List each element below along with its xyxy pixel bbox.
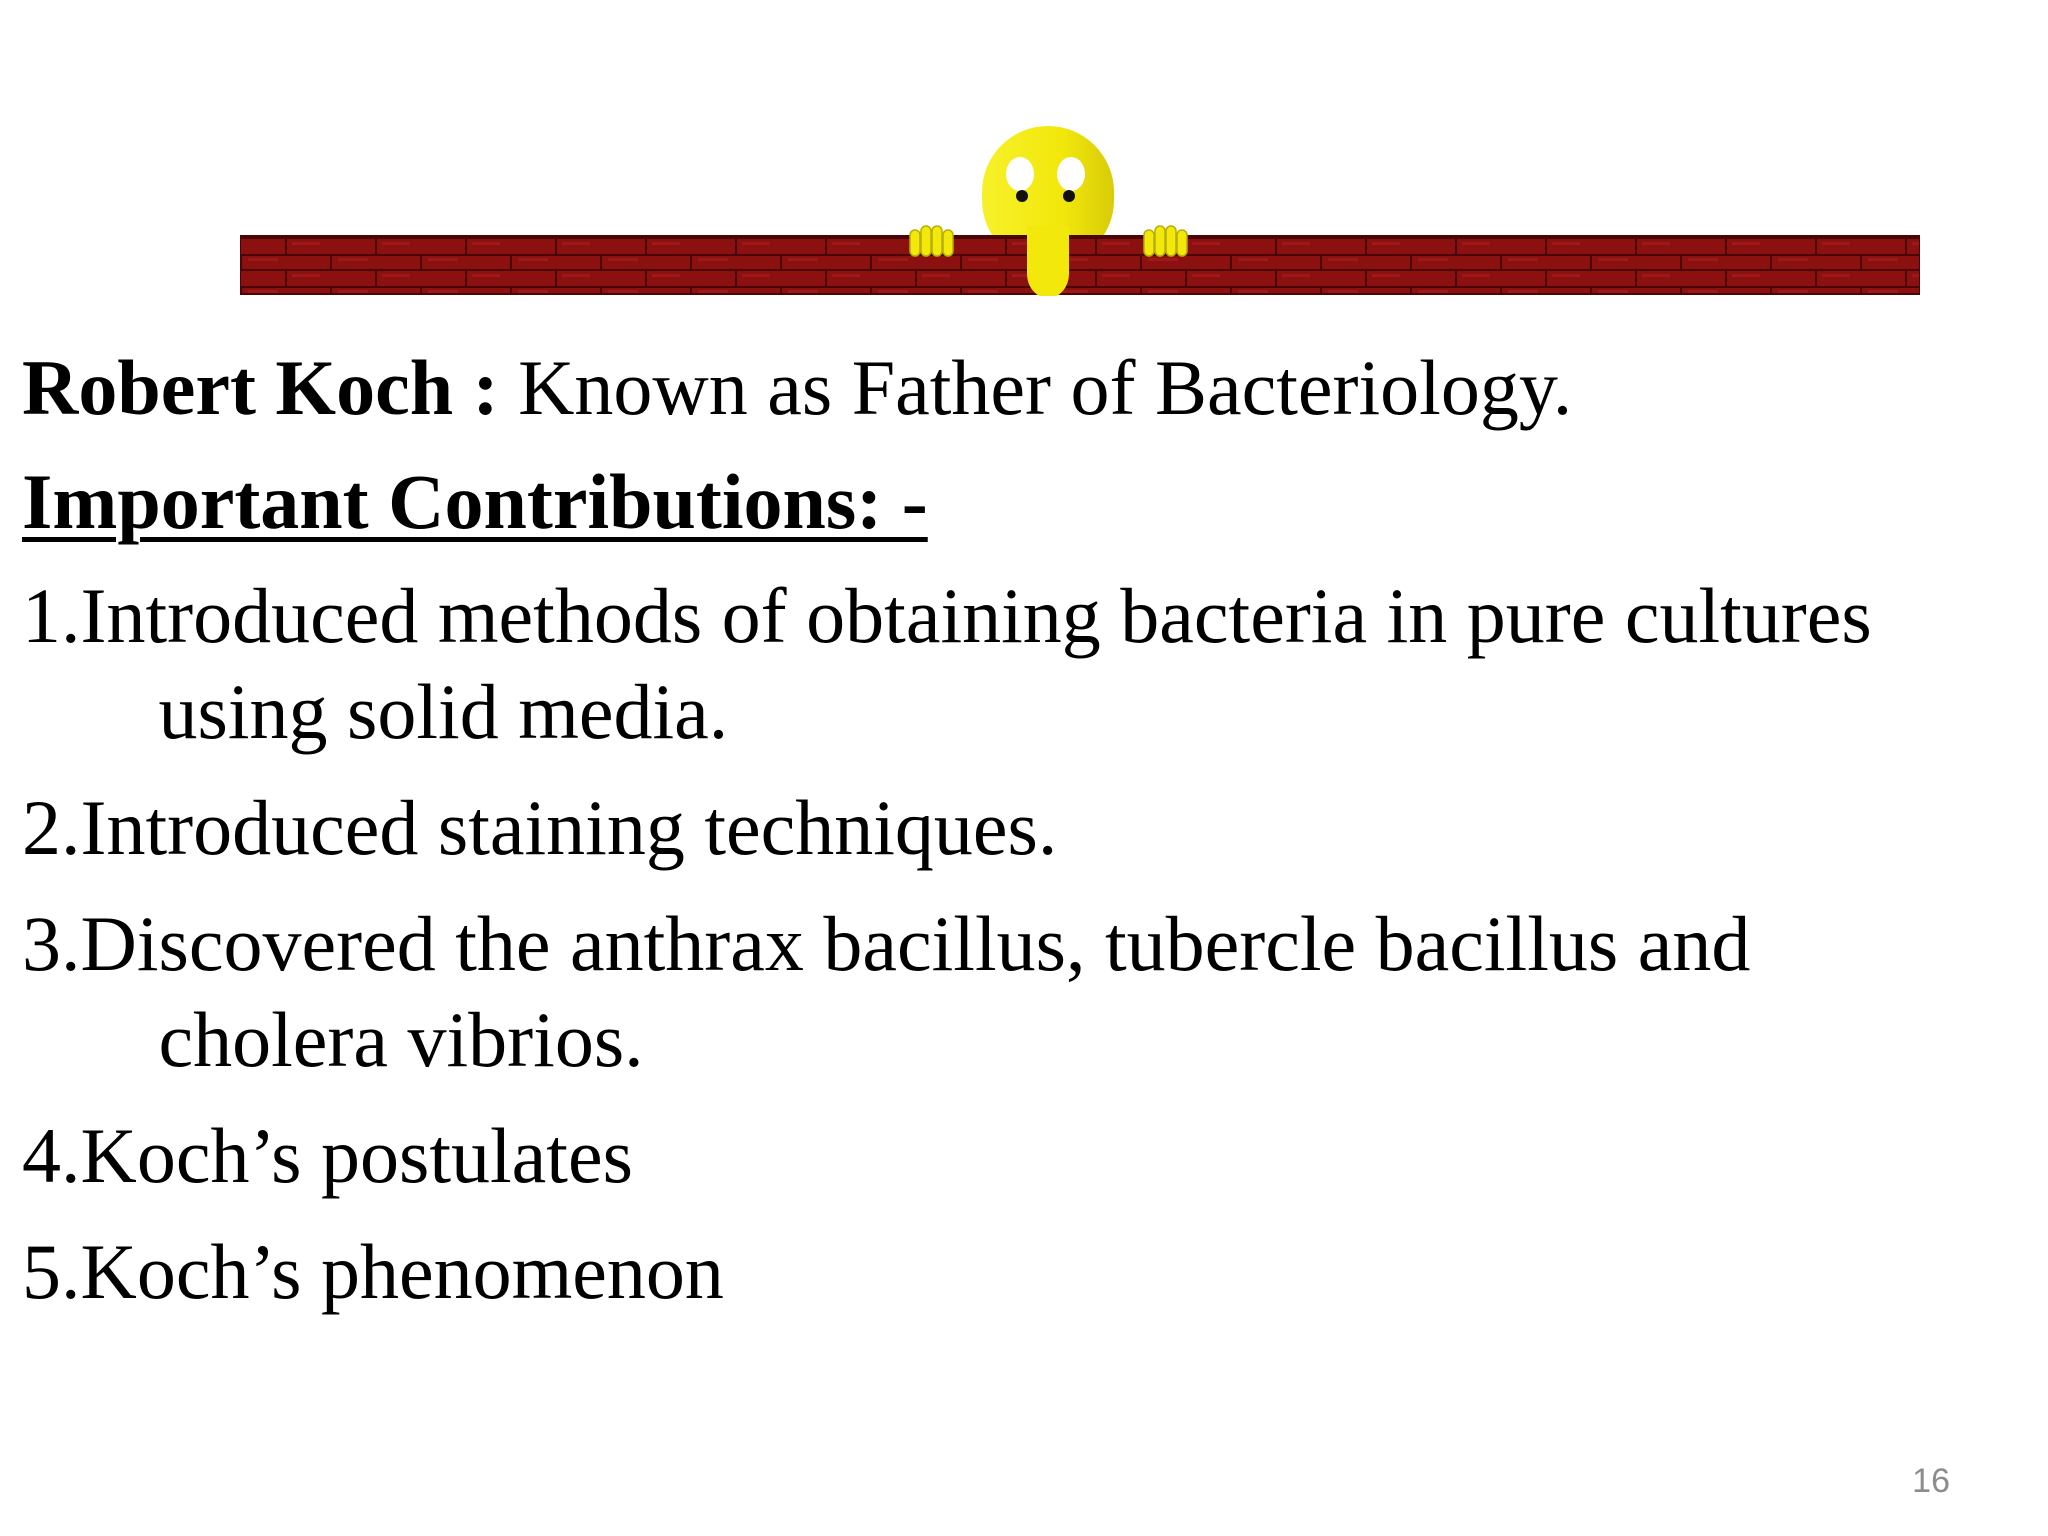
- intro-line: [22, 340, 1982, 436]
- list-item-text: [81, 568, 1961, 760]
- scientist-name: Robert Koch :: [22, 344, 499, 431]
- list-item-number: 4.: [22, 1112, 81, 1199]
- list-item: [22, 1108, 1982, 1204]
- peeking-face-over-wall-icon: [240, 126, 1920, 296]
- list-item: [22, 1224, 1982, 1320]
- list-item-text: Introduced staining techniques.: [80, 784, 1058, 871]
- list-item-number: 2.: [22, 784, 81, 871]
- list-item-number: 5.: [22, 1228, 81, 1315]
- list-item-line: Introduced methods of obtaining bacteria in pure cultures: [80, 572, 1872, 659]
- list-item-line: Discovered the anthrax bacillus, tubercle bacillus and: [80, 900, 1751, 987]
- list-item-continuation: cholera vibrios.: [158, 996, 644, 1083]
- list-item: [22, 568, 1982, 760]
- list-item-text: Koch’s phenomenon: [80, 1228, 724, 1315]
- list-item-continuation: using solid media.: [158, 668, 729, 755]
- list-item-text: Koch’s postulates: [80, 1112, 633, 1199]
- slide-page-number: 16: [1912, 1462, 1950, 1500]
- list-item-number: 1.: [22, 572, 81, 659]
- slide-body: [22, 340, 1982, 1340]
- list-item: [22, 896, 1982, 1088]
- list-item-text: [81, 896, 1961, 1088]
- contributions-heading: Important Contributions: -: [22, 458, 928, 545]
- list-item-number: 3.: [22, 900, 81, 987]
- list-item: [22, 780, 1982, 876]
- scientist-description: Known as Father of Bacteriology.: [518, 344, 1573, 431]
